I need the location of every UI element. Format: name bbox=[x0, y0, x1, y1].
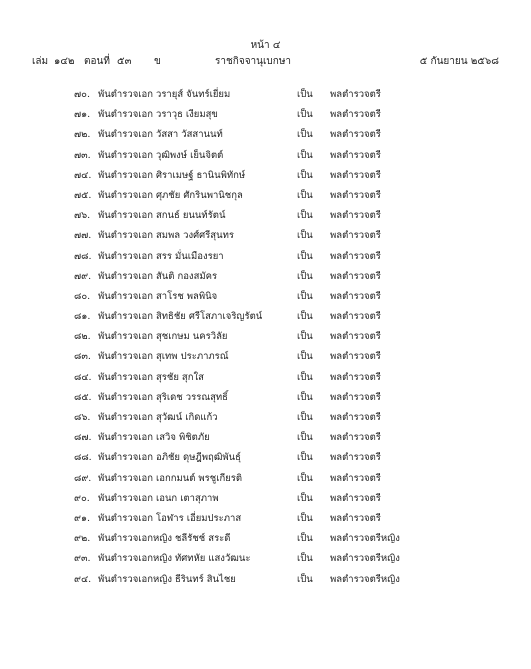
promotion-to-label: เป็น bbox=[297, 149, 313, 161]
entry-number: ๘๔. bbox=[74, 371, 92, 383]
officer-name: พันตำรวจเอก สมพล วงศ์ศรีสุนทร bbox=[98, 230, 234, 242]
list-item bbox=[0, 468, 531, 488]
officer-name: พันตำรวจเอก สันติ กองสมัคร bbox=[98, 270, 218, 282]
entry-number: ๘๒. bbox=[74, 331, 91, 343]
entry-number: ๗๒. bbox=[74, 129, 91, 141]
page-number: หน้า ๔ bbox=[250, 40, 281, 51]
officer-name: พันตำรวจเอก วรายุส์ จันทร์เยี่ยม bbox=[98, 89, 231, 100]
promotion-to-label: เป็น bbox=[297, 250, 313, 262]
gazette-header bbox=[32, 54, 499, 68]
officer-name: พันตำรวจเอก โอฬาร เอี่ยมประภาส bbox=[98, 512, 242, 524]
list-item bbox=[0, 326, 531, 346]
entry-number: ๘๖. bbox=[74, 412, 91, 423]
promotion-to-label: เป็น bbox=[297, 311, 313, 323]
promotion-to-label: เป็น bbox=[297, 492, 313, 504]
list-item bbox=[0, 266, 531, 286]
officer-name: พันตำรวจเอก ศิราเมษฐ์ ธานินพิทักษ์ bbox=[98, 169, 246, 181]
new-rank: พลตำรวจตรี bbox=[330, 311, 381, 323]
promotion-to-label: เป็น bbox=[297, 391, 313, 403]
officer-name: พันตำรวจเอก สิทธิชัย ศรีโสภาเจริญรัตน์ bbox=[98, 311, 263, 323]
list-item bbox=[0, 387, 531, 407]
new-rank: พลตำรวจตรี bbox=[330, 391, 381, 403]
list-item bbox=[0, 346, 531, 366]
new-rank: พลตำรวจตรีหญิง bbox=[330, 533, 400, 545]
promotion-to-label: เป็น bbox=[297, 290, 313, 302]
list-item bbox=[0, 225, 531, 245]
promotion-to-label: เป็น bbox=[297, 371, 313, 383]
officer-name: พันตำรวจเอก สุเทพ ประภาภรณ์ bbox=[98, 351, 229, 363]
officer-name: พันตำรวจเอก เอนก เตาสุภาพ bbox=[98, 492, 219, 504]
promotion-to-label: เป็น bbox=[297, 270, 313, 282]
entry-number: ๗๐. bbox=[74, 89, 90, 100]
entry-number: ๘๓. bbox=[74, 351, 91, 363]
entry-number: ๙๒. bbox=[74, 533, 91, 545]
new-rank: พลตำรวจตรี bbox=[330, 149, 381, 161]
entry-number: ๙๓. bbox=[74, 553, 91, 565]
list-item bbox=[0, 427, 531, 447]
new-rank: พลตำรวจตรี bbox=[330, 290, 381, 302]
volume-number: ๑๔๒ bbox=[54, 56, 75, 67]
part-number: ๕๓ bbox=[117, 56, 132, 67]
new-rank: พลตำรวจตรี bbox=[330, 371, 381, 383]
entry-number: ๘๙. bbox=[74, 472, 92, 484]
new-rank: พลตำรวจตรีหญิง bbox=[330, 573, 400, 585]
officer-name: พันตำรวจเอก สุริเดช วรรณสุทธิ์ bbox=[98, 391, 228, 403]
promotion-to-label: เป็น bbox=[297, 89, 313, 100]
promotion-to-label: เป็น bbox=[297, 331, 313, 343]
entry-number: ๗๖. bbox=[74, 210, 91, 222]
entry-number: ๘๕. bbox=[74, 391, 92, 403]
list-item bbox=[0, 165, 531, 185]
new-rank: พลตำรวจตรี bbox=[330, 169, 381, 181]
part-label: ตอนที่ bbox=[84, 56, 110, 67]
new-rank: พลตำรวจตรีหญิง bbox=[330, 553, 400, 565]
new-rank: พลตำรวจตรี bbox=[330, 210, 381, 222]
entry-number: ๗๓. bbox=[74, 149, 91, 161]
entry-number: ๗๗. bbox=[74, 230, 92, 242]
promotion-to-label: เป็น bbox=[297, 129, 313, 141]
list-item bbox=[0, 488, 531, 508]
list-item bbox=[0, 508, 531, 528]
new-rank: พลตำรวจตรี bbox=[330, 432, 381, 444]
officer-name: พันตำรวจเอก อภิชัย ดุษฎีพฤฒิพันธุ์ bbox=[98, 452, 241, 464]
new-rank: พลตำรวจตรี bbox=[330, 89, 381, 100]
promotion-to-label: เป็น bbox=[297, 351, 313, 363]
volume-label: เล่ม bbox=[32, 56, 49, 67]
promotion-to-label: เป็น bbox=[297, 472, 313, 484]
promotion-to-label: เป็น bbox=[297, 210, 313, 222]
promotion-to-label: เป็น bbox=[297, 512, 313, 524]
list-item bbox=[0, 185, 531, 205]
new-rank: พลตำรวจตรี bbox=[330, 250, 381, 262]
gazette-title: ราชกิจจานุเบกษา bbox=[215, 56, 292, 67]
officer-name: พันตำรวจเอกหญิง ธีรินทร์ สินไชย bbox=[98, 573, 236, 585]
promotion-to-label: เป็น bbox=[297, 452, 313, 464]
entry-number: ๘๗. bbox=[74, 432, 92, 444]
promotion-to-label: เป็น bbox=[297, 230, 313, 242]
entry-number: ๗๘. bbox=[74, 250, 92, 262]
new-rank: พลตำรวจตรี bbox=[330, 109, 381, 121]
promotion-list bbox=[0, 84, 531, 589]
list-item bbox=[0, 569, 531, 589]
promotion-to-label: เป็น bbox=[297, 553, 313, 565]
officer-name: พันตำรวจเอกหญิง ทัศทหัย แสงวัฒนะ bbox=[98, 553, 251, 565]
new-rank: พลตำรวจตรี bbox=[330, 351, 381, 363]
officer-name: พันตำรวจเอก ศุภชัย ศักรินพานิชกุล bbox=[98, 189, 243, 201]
new-rank: พลตำรวจตรี bbox=[330, 452, 381, 464]
entry-number: ๙๐. bbox=[74, 492, 90, 504]
new-rank: พลตำรวจตรี bbox=[330, 512, 381, 524]
list-item bbox=[0, 205, 531, 225]
officer-name: พันตำรวจเอก สุรชัย สุกใส bbox=[98, 371, 204, 383]
list-item bbox=[0, 84, 531, 104]
list-item bbox=[0, 124, 531, 144]
officer-name: พันตำรวจเอก สาโรช พลพินิจ bbox=[98, 290, 218, 302]
promotion-to-label: เป็น bbox=[297, 109, 313, 121]
promotion-to-label: เป็น bbox=[297, 189, 313, 201]
promotion-to-label: เป็น bbox=[297, 169, 313, 181]
entry-number: ๙๔. bbox=[74, 573, 92, 585]
officer-name: พันตำรวจเอกหญิง ชลีรัชช์ สระดี bbox=[98, 533, 231, 545]
list-item bbox=[0, 286, 531, 306]
list-item bbox=[0, 306, 531, 326]
new-rank: พลตำรวจตรี bbox=[330, 331, 381, 343]
new-rank: พลตำรวจตรี bbox=[330, 472, 381, 484]
entry-number: ๘๑. bbox=[74, 311, 91, 323]
list-item bbox=[0, 246, 531, 266]
list-item bbox=[0, 447, 531, 467]
officer-name: พันตำรวจเอก เอกกมนต์ พรชูเกียรติ bbox=[98, 472, 243, 484]
officer-name: พันตำรวจเอก สุชเกษม นครวิลัย bbox=[98, 331, 228, 343]
promotion-to-label: เป็น bbox=[297, 412, 313, 423]
new-rank: พลตำรวจตรี bbox=[330, 129, 381, 141]
new-rank: พลตำรวจตรี bbox=[330, 230, 381, 242]
list-item bbox=[0, 528, 531, 548]
entry-number: ๘๐. bbox=[74, 290, 91, 302]
promotion-to-label: เป็น bbox=[297, 432, 313, 444]
promotion-to-label: เป็น bbox=[297, 573, 313, 585]
officer-name: พันตำรวจเอก สุวัฒน์ เกิดแก้ว bbox=[98, 412, 218, 423]
new-rank: พลตำรวจตรี bbox=[330, 270, 381, 282]
new-rank: พลตำรวจตรี bbox=[330, 492, 381, 504]
officer-name: พันตำรวจเอก วราวุธ เงียมสุข bbox=[98, 109, 218, 121]
officer-name: พันตำรวจเอก สกนธ์ ยนนท์รัตน์ bbox=[98, 210, 226, 222]
new-rank: พลตำรวจตรี bbox=[330, 189, 381, 201]
entry-number: ๗๔. bbox=[74, 169, 92, 181]
publication-date: ๕ กันยายน ๒๕๖๘ bbox=[419, 56, 499, 67]
entry-number: ๗๕. bbox=[74, 189, 92, 201]
list-item bbox=[0, 548, 531, 568]
list-item bbox=[0, 367, 531, 387]
new-rank: พลตำรวจตรี bbox=[330, 412, 381, 423]
entry-number: ๗๑. bbox=[74, 109, 91, 121]
entry-number: ๗๙. bbox=[74, 270, 92, 282]
officer-name: พันตำรวจเอก วัสสา วัสสานนท์ bbox=[98, 129, 223, 141]
part-type: ข bbox=[154, 56, 161, 67]
list-item bbox=[0, 104, 531, 124]
officer-name: พันตำรวจเอก สรร มั่นเมืองรยา bbox=[98, 250, 224, 262]
officer-name: พันตำรวจเอก เสวิจ พิชิตภัย bbox=[98, 432, 210, 444]
entry-number: ๙๑. bbox=[74, 512, 91, 524]
list-item bbox=[0, 407, 531, 427]
entry-number: ๘๘. bbox=[74, 452, 92, 464]
promotion-to-label: เป็น bbox=[297, 533, 313, 545]
list-item bbox=[0, 145, 531, 165]
officer-name: พันตำรวจเอก วุฒิพงษ์ เย็นจิตต์ bbox=[98, 149, 224, 161]
